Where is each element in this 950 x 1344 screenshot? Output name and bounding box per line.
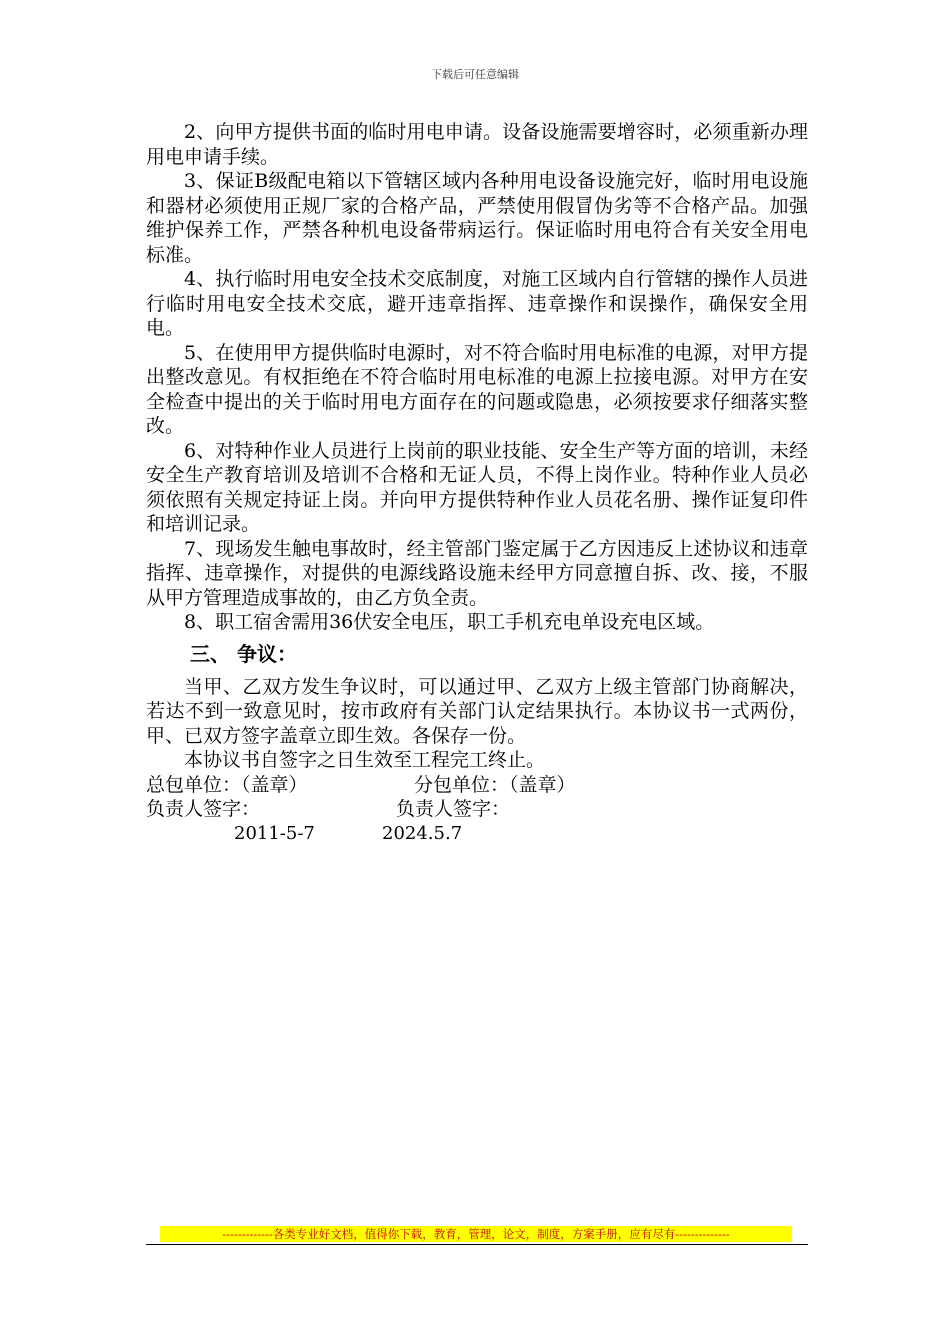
clause-8: 8、职工宿舍需用36伏安全电压，职工手机充电单设充电区域。 xyxy=(184,611,715,633)
responsible-signature-row xyxy=(146,797,808,822)
footer-banner: -------------各类专业好文档，值得你下载，教育，管理，论文，制度，方案手册，应有尽有-------------- xyxy=(160,1226,792,1242)
subcontractor-label: 分包单位：（盖章） xyxy=(414,773,576,796)
clause-6: 6、对特种作业人员进行上岗前的职业技能、安全生产等方面的培训，未经安全生产教育培训及培训不合格和无证人员，不得上岗作业。特种作业人员必须依照有关规定持证上岗。并向甲方提供特种作业人员花名册、操作证复印件和培训记录。 xyxy=(146,439,808,535)
general-contractor-label: 总包单位：（盖章） xyxy=(146,773,308,796)
unit-signature-row xyxy=(146,773,808,798)
clause-4: 4、执行临时用电安全技术交底制度，对施工区域内自行管辖的操作人员进行临时用电安全技术交底，避开违章指挥、违章操作和误操作，确保安全用电。 xyxy=(146,268,808,339)
date-row xyxy=(146,822,808,847)
clause-2: 2、向甲方提供书面的临时用电申请。设备设施需要增容时，必须重新办理用电申请手续。 xyxy=(146,121,808,168)
date-left: 2011-5-7 xyxy=(234,822,315,844)
date-right: 2024.5.7 xyxy=(382,822,463,844)
responsible-right-label: 负责人签字： xyxy=(396,798,511,820)
responsible-left-label: 负责人签字： xyxy=(146,798,261,820)
footer-divider xyxy=(146,1244,808,1245)
clause-5: 5、在使用甲方提供临时电源时，对不符合临时用电标准的电源，对甲方提出整改意见。有权拒绝在不符合临时用电标准的电源上拉接电源。对甲方在安全检查中提出的关于临时用电方面存在的问题或隐患，必须按要求仔细落实整改。 xyxy=(146,341,808,437)
clause-7: 7、现场发生触电事故时，经主管部门鉴定属于乙方因违反上述协议和违章指挥、违章操作，对提供的电源线路设施未经甲方同意擅自拆、改、接，不服从甲方管理造成事故的，由乙方负全责。 xyxy=(146,537,808,609)
effective-paragraph: 本协议书自签字之日生效至工程完工终止。 xyxy=(184,749,546,771)
dispute-paragraph: 当甲、乙双方发生争议时，可以通过甲、乙双方上级主管部门协商解决，若达不到一致意见时，按市政府有关部门认定结果执行。本协议书一式两份，甲、已双方签字盖章立即生效。各保存一份。 xyxy=(146,675,808,747)
document-body xyxy=(146,120,808,846)
header-note: 下载后可任意编辑 xyxy=(431,68,519,81)
clause-3: 3、保证B级配电箱以下管辖区域内各种用电设备设施完好，临时用电设施和器材必须使用正规厂家的合格产品，严禁使用假冒伪劣等不合格产品。加强维护保养工作，严禁各种机电设备带病运行。保证临时用电符合有关安全用电标准。 xyxy=(146,170,808,266)
section-heading-dispute: 三、 争议： xyxy=(190,641,297,666)
